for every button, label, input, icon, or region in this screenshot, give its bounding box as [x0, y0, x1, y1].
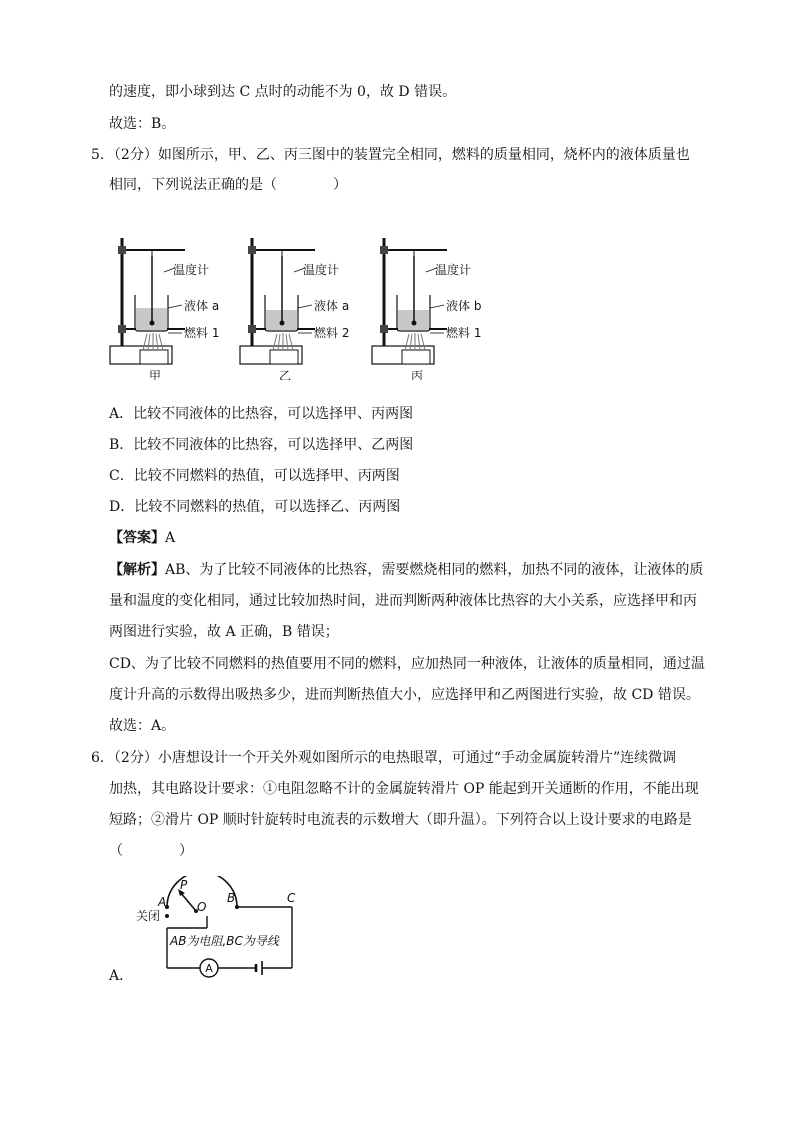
- caption-yi: 乙: [278, 369, 292, 380]
- liquid-label: 液体 a: [314, 299, 350, 313]
- q5-option-d: D．比较不同燃料的热值，可以选择乙、丙两图: [109, 499, 401, 515]
- q5-analysis-line-3: 两图进行实验，故 A 正确，B 错误；: [109, 624, 339, 640]
- liquid-label: 液体 b: [446, 299, 482, 313]
- thermometer-label: 温度计: [435, 263, 472, 277]
- thermometer-label: 温度计: [173, 263, 210, 277]
- apparatus-yi: [240, 238, 349, 380]
- q5-option-a: A．比较不同液体的比热容，可以选择甲、丙两图: [109, 406, 414, 422]
- circuit-note: AB为电阻,BC为导线: [170, 934, 279, 948]
- label-a: A: [158, 895, 167, 909]
- q6-stem-line-2: 加热，其电路设计要求：①电阻忽略不计的金属旋转滑片 OP 能起到开关通断的作用，不能出现: [109, 781, 699, 797]
- q5-stem-line-2: 相同，下列说法正确的是（ ）: [109, 177, 347, 193]
- label-o: O: [197, 900, 207, 914]
- q5-analysis-line-5: 度计升高的示数得出吸热多少，进而判断热值大小，应选择甲和乙两图进行实验，故 CD 错误。: [109, 687, 700, 703]
- label-p: P: [180, 878, 188, 892]
- q5-select-line: 故选：A。: [109, 718, 176, 734]
- thermometer-label: 温度计: [303, 263, 340, 277]
- q6-stem-line-3: 短路；②滑片 OP 顺时针旋转时电流表的示数增大（即升温）。下列符合以上设计要求的电路是: [109, 812, 692, 828]
- answer-value: A: [165, 530, 176, 546]
- prev-explanation-line: 的速度，即小球到达 C 点时的动能不为 0，故 D 错误。: [109, 84, 457, 100]
- analysis-text-1: AB、为了比较不同液体的比热容，需要燃烧相同的燃料，加热不同的液体，让液体的质: [165, 562, 704, 578]
- fuel-label: 燃料 1: [184, 326, 220, 340]
- q5-analysis-line-1: [109, 560, 703, 580]
- q5-analysis-line-4: CD、为了比较不同燃料的热值要用不同的燃料，应加热同一种液体，让液体的质量相同，通过温: [109, 656, 705, 672]
- q6-stem-line-4: （ ）: [109, 843, 193, 859]
- apparatus-jia: [110, 238, 219, 380]
- ammeter-icon: A: [205, 962, 213, 975]
- fuel-label: 燃料 1: [446, 326, 482, 340]
- caption-bing: 丙: [410, 369, 424, 380]
- analysis-tag: 【解析】: [109, 562, 165, 578]
- label-off: 关闭: [136, 909, 161, 923]
- q5-analysis-line-2: 量和温度的变化相同，通过比较加热时间，进而判断两种液体比热容的大小关系，应选择甲和丙: [109, 593, 697, 609]
- q5-answer-line: [109, 528, 175, 548]
- q5-option-c: C．比较不同燃料的热值，可以选择甲、丙两图: [109, 468, 400, 484]
- q5-option-b: B．比较不同液体的比热容，可以选择甲、乙两图: [109, 437, 414, 453]
- apparatus-bing: [372, 238, 481, 380]
- label-c: C: [287, 891, 296, 905]
- q5-figure: [0, 230, 794, 380]
- q6-stem-line-1: 6．（2分）小唐想设计一个开关外观如图所示的电热眼罩，可通过“手动金属旋转滑片”连续微调: [91, 750, 677, 766]
- prev-select-line: 故选：B。: [109, 116, 176, 132]
- liquid-label: 液体 a: [184, 299, 220, 313]
- fuel-label: 燃料 2: [314, 326, 350, 340]
- q6-option-a-label: A．: [109, 968, 134, 984]
- q5-stem-line-1: 5．（2分）如图所示，甲、乙、丙三图中的装置完全相同，燃料的质量相同，烧杯内的液体质量也: [91, 147, 690, 163]
- caption-jia: 甲: [148, 369, 162, 380]
- answer-tag: 【答案】: [109, 530, 165, 546]
- label-b: B: [227, 891, 236, 905]
